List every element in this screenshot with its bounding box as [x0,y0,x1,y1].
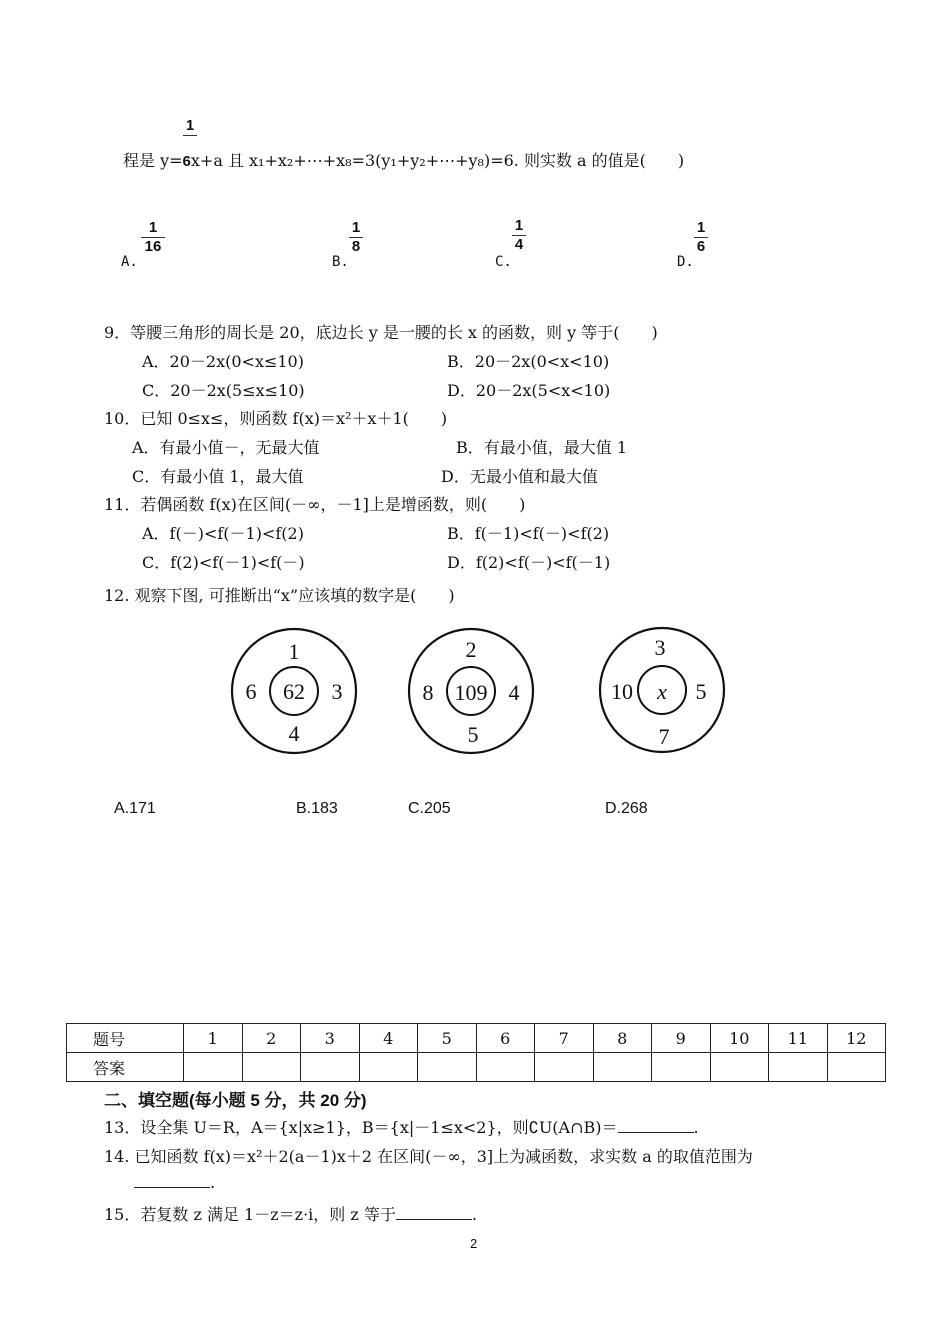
fraction-one-sixth [183,118,197,137]
q10-option-b: B．有最小值，最大值 1 [456,438,628,457]
answer-table [66,1023,886,1082]
q11-stem: 11．若偶函数 f(x)在区间(－∞，－1]上是增函数，则( ) [104,495,526,514]
answer-cell[interactable] [593,1053,652,1082]
q10-option-a: A．有最小值－，无最大值 [132,438,320,457]
answer-cell[interactable] [476,1053,535,1082]
table-cell-number: 4 [359,1024,418,1053]
table-cell-number: 10 [710,1024,769,1053]
puzzle-right-number: 4 [508,680,520,705]
fraction-denominator: 16 [144,238,162,255]
table-cell-number: 6 [476,1024,535,1053]
table-cell-number: 11 [769,1024,828,1053]
q8-line [123,148,684,171]
puzzle-center-unknown: x [657,679,667,704]
q14-blank[interactable] [134,1173,210,1188]
table-cell-number: 8 [593,1024,652,1053]
puzzle-center-number: 62 [283,679,305,704]
q8-option-a-fraction [141,220,165,254]
q13-line [104,1115,699,1138]
q8-option-a-label: A. [121,254,138,270]
puzzle-right-number: 3 [331,679,343,704]
q10-option-c: C．有最小值 1，最大值 [132,467,304,486]
q8-prefix: 程是 y= [123,151,183,170]
q15-stem: 15．若复数 z 满足 1－z＝z·i，则 z 等于 [104,1205,396,1224]
q8-denominator: 6 [182,153,191,170]
q8-suffix: x+a 且 x₁+x₂+⋯+x₈=3(y₁+y₂+⋯+y₈)=6. 则实数 a 的值是( ) [190,151,685,170]
answer-cell[interactable] [827,1053,886,1082]
puzzle-top-number: 3 [654,635,666,660]
q12-option-a: A.171 [114,800,156,817]
q11-option-c: C．f(2)<f(－1)<f(－) [142,553,305,572]
q8-option-d-fraction [694,220,708,254]
q8-option-b-label: B. [332,254,349,270]
q12-stem: 12. 观察下图, 可推断出“x”应该填的数字是( ) [104,586,455,605]
table-cell-number: 3 [301,1024,360,1053]
q13-blank[interactable] [618,1118,694,1133]
q12-option-b: B.183 [296,800,338,817]
q12-option-d: D.268 [605,800,648,817]
q8-option-c-fraction [512,218,526,252]
puzzle-circle-2 [409,629,533,753]
q9-option-a: A．20－2x(0<x≤10) [142,352,304,371]
fraction-numerator: 1 [514,217,524,234]
puzzle-top-number: 1 [288,639,300,664]
fraction-numerator: 1 [696,219,706,236]
table-header-answer: 答案 [67,1053,184,1082]
table-header-number: 题号 [67,1024,184,1053]
answer-cell[interactable] [359,1053,418,1082]
puzzle-bottom-number: 5 [467,722,479,747]
answer-cell[interactable] [418,1053,477,1082]
answer-cell[interactable] [242,1053,301,1082]
q8-option-b-fraction [349,220,363,254]
q11-option-a: A．f(－)<f(－1)<f(2) [142,524,304,543]
answer-cell[interactable] [652,1053,711,1082]
fraction-denominator: 8 [351,238,361,255]
puzzle-top-number: 2 [465,637,477,662]
q12-option-c: C.205 [408,800,451,817]
answer-cell[interactable] [184,1053,243,1082]
q9-option-b: B．20－2x(0<x<10) [447,352,610,371]
q11-option-d: D．f(2)<f(－)<f(－1) [447,553,611,572]
fraction-numerator: 1 [185,117,195,134]
fraction-denominator: 4 [514,236,524,253]
q13-end: . [693,1118,699,1137]
table-row [67,1024,886,1053]
puzzle-bottom-number: 4 [288,721,300,746]
fraction-bar [183,135,197,136]
q8-option-c-label: C. [495,254,512,270]
page-number: 2 [470,1236,478,1251]
q15-line [104,1202,477,1225]
answer-cell[interactable] [535,1053,594,1082]
table-cell-number: 2 [242,1024,301,1053]
answer-cell[interactable] [710,1053,769,1082]
table-row [67,1053,886,1082]
puzzle-bottom-number: 7 [658,724,670,749]
answer-cell[interactable] [769,1053,828,1082]
puzzle-right-number: 5 [695,679,707,704]
puzzle-circle-3 [600,628,724,752]
puzzle-center-number: 109 [454,680,488,705]
puzzle-left-number: 6 [245,679,257,704]
puzzle-left-number: 8 [422,680,434,705]
q14-stem: 14. 已知函数 f(x)＝x²＋2(a－1)x＋2 在区间(－∞，3]上为减函数，求实数 a 的取值范围为 [104,1147,753,1166]
table-cell-number: 1 [184,1024,243,1053]
circle-puzzle-figure [0,620,950,770]
puzzle-circle-1 [232,629,356,753]
q10-stem: 10．已知 0≤x≤，则函数 f(x)＝x²＋x＋1( ) [104,409,448,428]
section-title: 二、填空题(每小题 5 分，共 20 分) [104,1091,367,1110]
q9-option-c: C．20－2x(5≤x≤10) [142,381,305,400]
fraction-numerator: 1 [148,219,158,236]
answer-cell[interactable] [301,1053,360,1082]
puzzle-left-number: 10 [611,679,633,704]
table-cell-number: 5 [418,1024,477,1053]
table-cell-number: 12 [827,1024,886,1053]
q13-stem: 13．设全集 U＝R，A＝{x|x≥1}，B＝{x|－1≤x<2}，则∁U(A∩B)＝ [104,1118,618,1137]
q11-option-b: B．f(－1)<f(－)<f(2) [447,524,610,543]
table-cell-number: 9 [652,1024,711,1053]
q10-option-d: D．无最小值和最大值 [441,467,598,486]
q14-line-2 [134,1173,215,1192]
fraction-numerator: 1 [351,219,361,236]
q15-end: . [471,1205,477,1224]
q9-stem: 9．等腰三角形的周长是 20，底边长 y 是一腰的长 x 的函数，则 y 等于( ) [104,323,658,342]
q14-end: . [210,1173,216,1192]
q15-blank[interactable] [396,1205,472,1220]
table-cell-number: 7 [535,1024,594,1053]
fraction-denominator: 6 [696,238,706,255]
q9-option-d: D．20－2x(5<x<10) [447,381,611,400]
q8-option-d-label: D. [677,254,694,270]
